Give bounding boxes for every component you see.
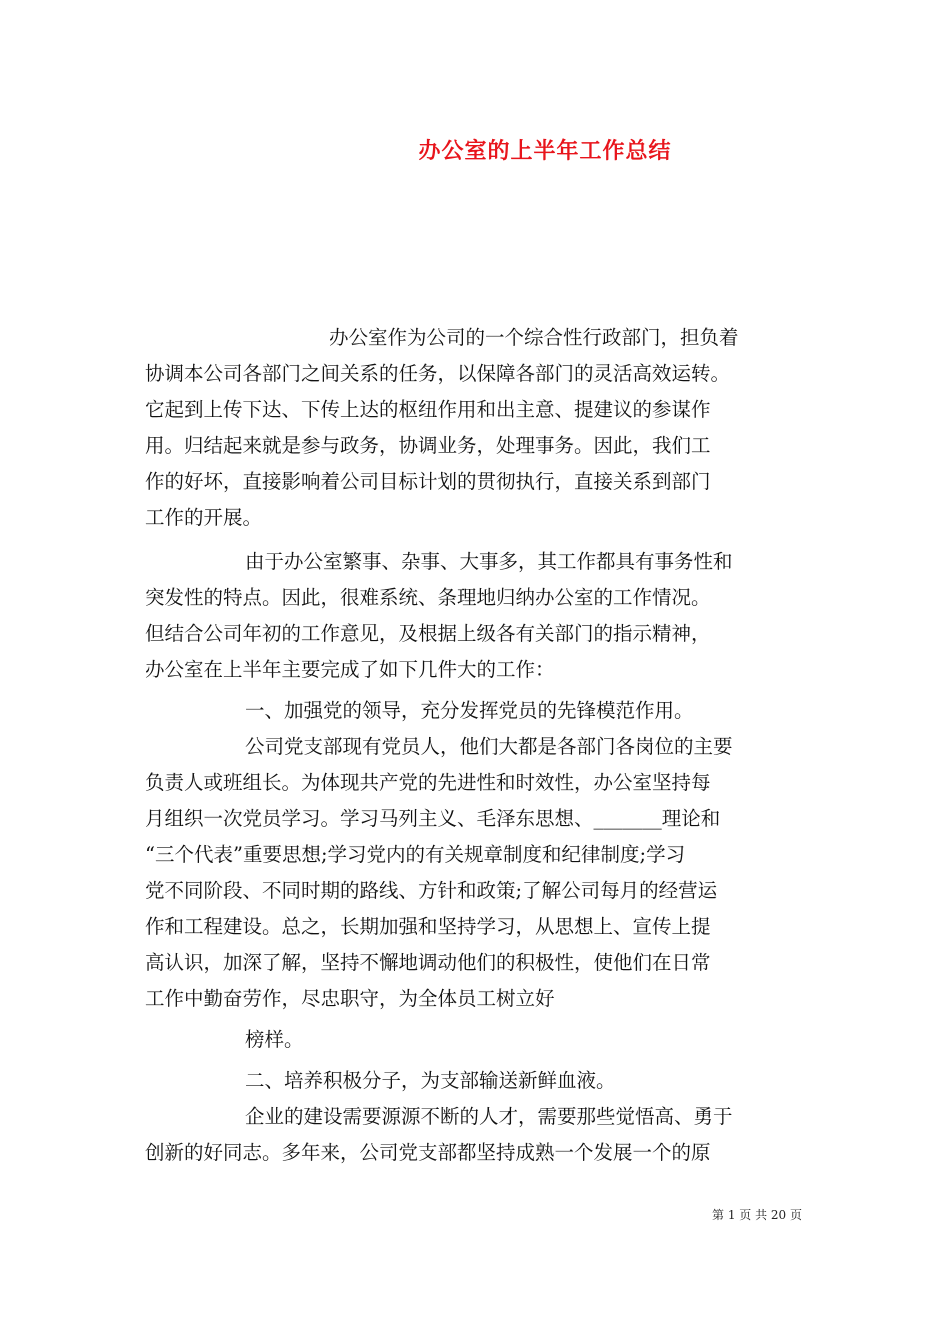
text-line: 但结合公司年初的工作意见，及根据上级各有关部门的指示精神， [145, 622, 711, 645]
text-line: 作和工程建设。总之，长期加强和坚持学习，从思想上、宣传上提 [145, 915, 711, 938]
text-line: 负责人或班组长。为体现共产党的先进性和时效性，办公室坚持每 [145, 771, 711, 794]
text-line: 工作中勤奋劳作，尽忠职守，为全体员工树立好 [145, 987, 555, 1010]
text-line: “三个代表”重要思想;学习党内的有关规章制度和纪律制度;学习 [145, 843, 686, 866]
text-line: 高认识，加深了解，坚持不懈地调动他们的积极性，使他们在日常 [145, 951, 711, 974]
section-heading: 二、培养积极分子，为支部输送新鲜血液。 [245, 1069, 616, 1092]
text-line: 月组织一次党员学习。学习马列主义、毛泽东思想、_______理论和 [145, 807, 721, 830]
text-line: 突发性的特点。因此，很难系统、条理地归纳办公室的工作情况。 [145, 586, 711, 609]
text-line: 协调本公司各部门之间关系的任务，以保障各部门的灵活高效运转。 [145, 362, 731, 385]
text-line: 它起到上传下达、下传上达的枢纽作用和出主意、提建议的参谋作 [145, 398, 711, 421]
page-number: 第 1 页 共 20 页 [712, 1208, 802, 1222]
text-line: 党不同阶段、不同时期的路线、方针和政策;了解公司每月的经营运 [145, 879, 718, 902]
text-line: 办公室在上半年主要完成了如下几件大的工作： [145, 658, 555, 681]
text-line: 公司党支部现有党员人，他们大都是各部门各岗位的主要 [245, 735, 733, 758]
text-line: 办公室作为公司的一个综合性行政部门，担负着 [329, 326, 739, 349]
text-line: 工作的开展。 [145, 506, 263, 529]
text-line: 创新的好同志。多年来，公司党支部都坚持成熟一个发展一个的原 [145, 1141, 711, 1164]
text-line: 榜样。 [245, 1028, 304, 1051]
text-line: 企业的建设需要源源不断的人才，需要那些觉悟高、勇于 [245, 1105, 733, 1128]
text-line: 用。归结起来就是参与政务，协调业务，处理事务。因此，我们工 [145, 434, 711, 457]
document-title: 办公室的上半年工作总结 [418, 138, 672, 164]
text-line: 由于办公室繁事、杂事、大事多，其工作都具有事务性和 [245, 550, 733, 573]
section-heading: 一、加强党的领导，充分发挥党员的先锋模范作用。 [245, 699, 694, 722]
text-line: 作的好坏，直接影响着公司目标计划的贯彻执行，直接关系到部门 [145, 470, 711, 493]
